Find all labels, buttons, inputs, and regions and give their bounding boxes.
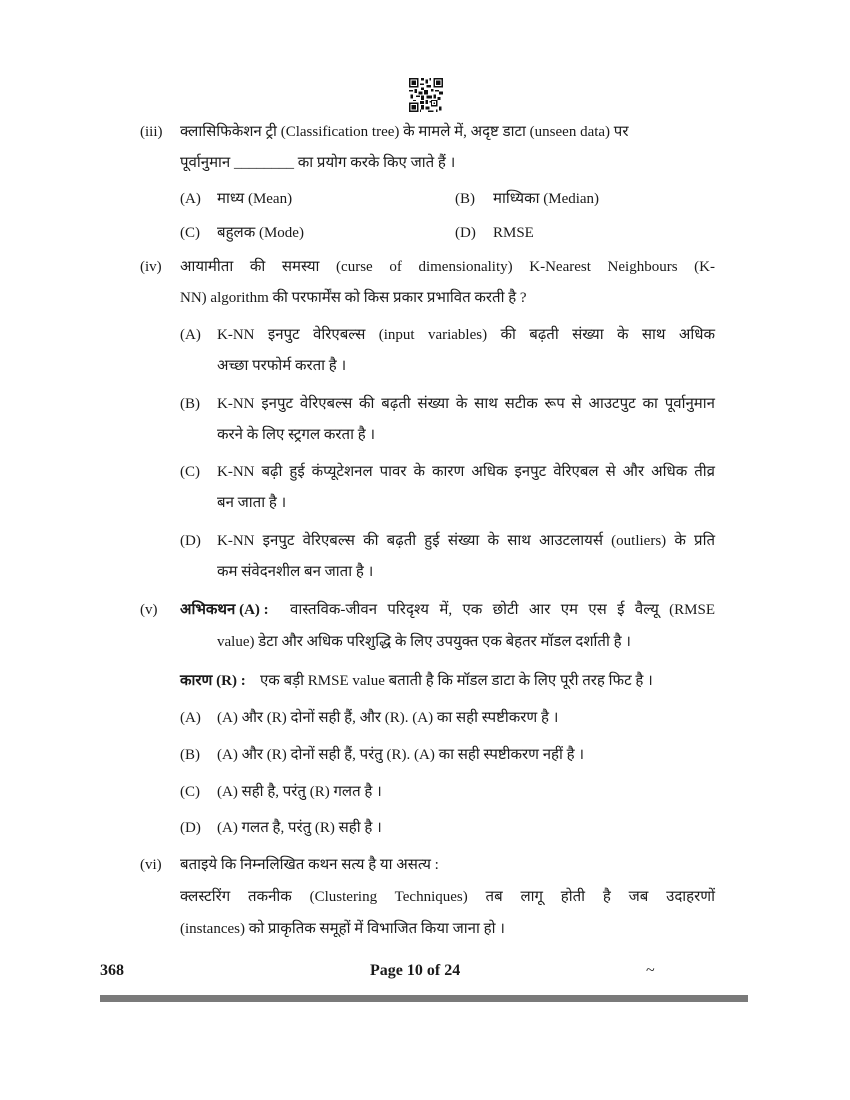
assertion-text: value) डेटा और अधिक परिशुद्धि के लिए उपयुक्त एक बेहतर मॉडल दर्शाती है । <box>217 634 631 650</box>
page-number: Page 10 of 24 <box>370 962 461 979</box>
option-label: (D) <box>455 225 476 241</box>
option-text: K-NN बढ़ी हुई कंप्यूटेशनल पावर के कारण अधिक इनपुट वेरिएबल से और अधिक तीव्र <box>217 464 715 480</box>
question-number: (vi) <box>140 857 162 873</box>
option-text: (A) गलत है, परंतु (R) सही है । <box>217 820 382 836</box>
question-text: NN) algorithm की परफार्मेंस को किस प्रकार प्रभावित करती है ? <box>180 290 527 306</box>
page-mark: ~ <box>646 962 655 979</box>
reason-text: एक बड़ी RMSE value बताती है कि मॉडल डाटा के लिए पूरी तरह फिट है । <box>260 673 653 689</box>
option-text: (A) और (R) दोनों सही हैं, परंतु (R). (A) का सही स्पष्टीकरण नहीं है । <box>217 747 585 763</box>
qr-code <box>409 78 443 112</box>
option-text: कम संवेदनशील बन जाता है । <box>217 564 374 580</box>
option-label: (C) <box>180 784 200 800</box>
option-text: करने के लिए स्ट्रगल करता है । <box>217 427 376 443</box>
option-text: (A) और (R) दोनों सही हैं, और (R). (A) का सही स्पष्टीकरण है । <box>217 710 559 726</box>
option-label: (A) <box>180 191 201 207</box>
question-text: पूर्वानुमान ________ का प्रयोग करके किए जाते हैं । <box>180 155 456 171</box>
option-label: (C) <box>180 225 200 241</box>
option-label: (A) <box>180 327 201 343</box>
option-label: (C) <box>180 464 200 480</box>
option-text: K-NN इनपुट वेरिएबल्स की बढ़ती हुई संख्या के साथ आउटलायर्स (outliers) के प्रति <box>217 533 715 549</box>
question-text: क्लासिफिकेशन ट्री (Classification tree) के मामले में, अदृष्ट डाटा (unseen data) पर <box>180 124 629 140</box>
assertion-text: वास्तविक-जीवन परिदृश्य में, एक छोटी आर एम एस ई वैल्यू (RMSE <box>290 602 715 618</box>
assertion-label: अभिकथन (A) : <box>180 602 269 618</box>
reason-label: कारण (R) : <box>180 673 246 689</box>
option-text: बहुलक (Mode) <box>217 225 304 241</box>
option-text: K-NN इनपुट वेरिएबल्स (input variables) की बढ़ती संख्या के साथ अधिक <box>217 327 715 343</box>
question-number: (iii) <box>140 124 163 140</box>
option-label: (D) <box>180 533 201 549</box>
option-text: (A) सही है, परंतु (R) गलत है । <box>217 784 382 800</box>
question-text: आयामीता की समस्या (curse of dimensionality) K-Nearest Neighbours (K- <box>180 259 715 275</box>
option-text: माध्यिका (Median) <box>493 191 600 207</box>
footer-rule <box>100 995 748 1002</box>
paper-code: 368 <box>100 962 124 979</box>
option-label: (A) <box>180 710 201 726</box>
option-label: (B) <box>180 747 200 763</box>
option-text: K-NN इनपुट वेरिएबल्स की बढ़ती संख्या के साथ सटीक रूप से आउटपुट का पूर्वानुमान <box>217 396 715 412</box>
option-label: (B) <box>455 191 475 207</box>
question-number: (v) <box>140 602 158 618</box>
question-number: (iv) <box>140 259 162 275</box>
question-text: (instances) को प्राकृतिक समूहों में विभाजित किया जाना हो । <box>180 921 505 937</box>
option-label: (B) <box>180 396 200 412</box>
option-text: RMSE <box>493 225 534 241</box>
option-text: अच्छा परफोर्म करता है । <box>217 358 347 374</box>
question-text: क्लस्टरिंग तकनीक (Clustering Techniques) तब लागू होती है जब उदाहरणों <box>180 889 715 905</box>
question-text: बताइये कि निम्नलिखित कथन सत्य है या असत्य : <box>180 857 439 873</box>
option-text: बन जाता है । <box>217 495 287 511</box>
option-text: माध्य (Mean) <box>217 191 293 207</box>
option-label: (D) <box>180 820 201 836</box>
